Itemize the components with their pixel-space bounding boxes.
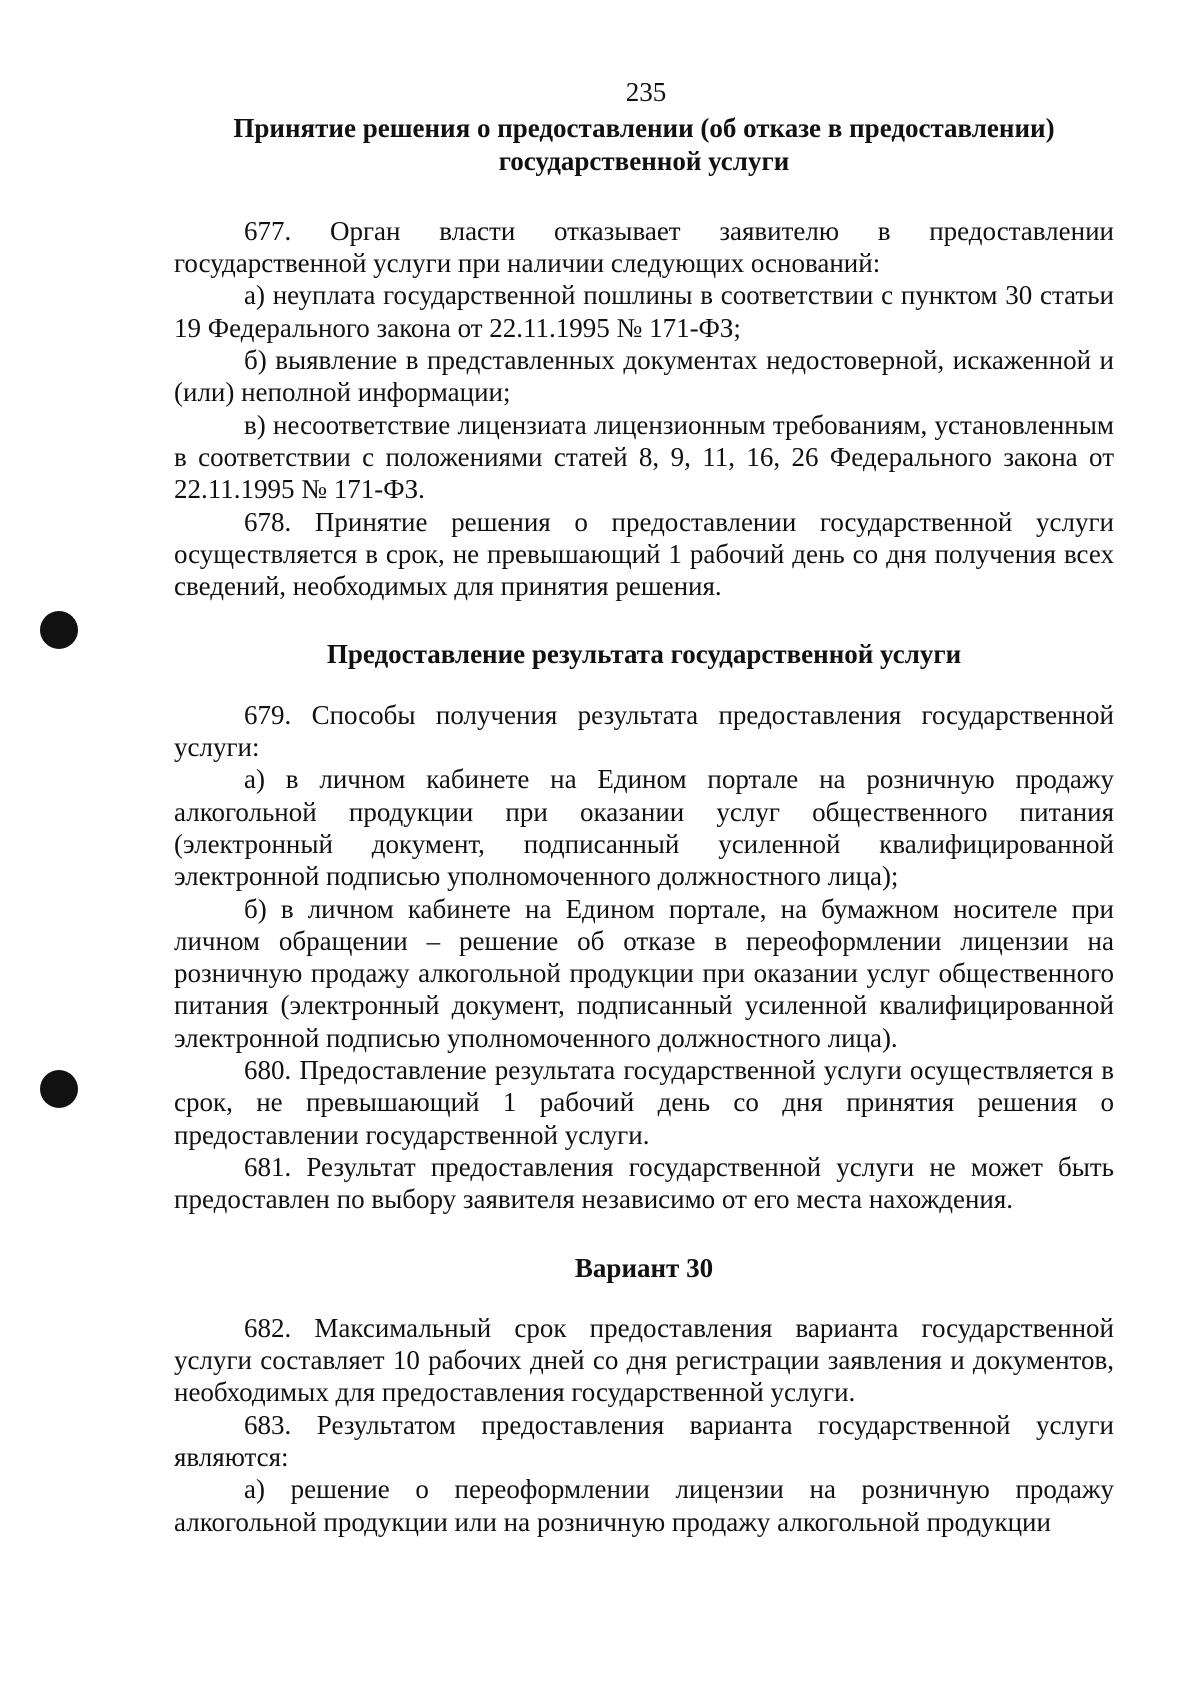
page-number: 235	[625, 77, 667, 107]
paragraph-683: 683. Результатом предоставления варианта государственной услуги являются:	[174, 1409, 1114, 1472]
document-page	[174, 76, 1114, 1538]
paragraph-677-c: в) несоответствие лицензиата лицензионным требованиям, установленным в соответствии с положениями статей 8, 9, 11, 16, 26 Федерального закона от 22.11.1995 № 171-ФЗ.	[174, 409, 1114, 505]
section-heading-result: Предоставление результата государственной услуги	[326, 639, 962, 670]
paragraph-679: 679. Способы получения результата предоставления государственной услуги:	[174, 699, 1114, 763]
binder-hole-top	[40, 611, 78, 649]
paragraph-678: 678. Принятие решения о предоставлении государственной услуги осуществляется в срок, не превышающий 1 рабочий день со дня получения всех сведений, необходимых для принятия решения.	[174, 506, 1114, 602]
paragraph-677-b: б) выявление в представленных документах недостоверной, искаженной и (или) неполной информации;	[174, 345, 1114, 408]
section-heading-decision	[174, 112, 1114, 177]
paragraph-682: 682. Максимальный срок предоставления варианта государственной услуги составляет 10 рабочих дней со дня регистрации заявления и документов, необходимых для предоставления государственной услуги.	[174, 1312, 1114, 1408]
paragraph-683-a: а) решение о переоформлении лицензии на розничную продажу алкогольной продукции или на розничную продажу алкогольной продукции	[174, 1474, 1114, 1537]
paragraph-680: 680. Предоставление результата государственной услуги осуществляется в срок, не превышающий 1 рабочий день со дня принятия решения о предоставлении государственной услуги.	[174, 1055, 1114, 1150]
paragraph-677: 677. Орган власти отказывает заявителю в предоставлении государственной услуги при наличии следующих оснований:	[174, 215, 1114, 279]
section-heading-variant: Вариант 30	[574, 1252, 714, 1283]
heading-line: Принятие решения о предоставлении (об отказе в предоставлении)	[233, 113, 1055, 144]
heading-line: государственной услуги	[498, 145, 790, 176]
binder-hole-bottom	[40, 1070, 78, 1108]
paragraph-679-a: а) в личном кабинете на Едином портале на розничную продажу алкогольной продукции при оказании услуг общественного питания (электронный документ, подписанный усиленной квалифицированной электронной подписью уполномоченного должностного лица);	[174, 764, 1114, 892]
paragraph-681: 681. Результат предоставления государственной услуги не может быть предоставлен по выбору заявителя независимо от его места нахождения.	[174, 1151, 1114, 1215]
paragraph-677-a: а) неуплата государственной пошлины в соответствии с пунктом 30 статьи 19 Федерального закона от 22.11.1995 № 171-ФЗ;	[174, 280, 1114, 343]
paragraph-679-b: б) в личном кабинете на Едином портале, на бумажном носителе при личном обращении – решение об отказе в переоформлении лицензии на розничную продажу алкогольной продукции при оказании услуг общественного питания (электронный документ, подписанный усиленной квалифицированной электронной подписью уполномоченного должностного лица).	[174, 893, 1114, 1053]
